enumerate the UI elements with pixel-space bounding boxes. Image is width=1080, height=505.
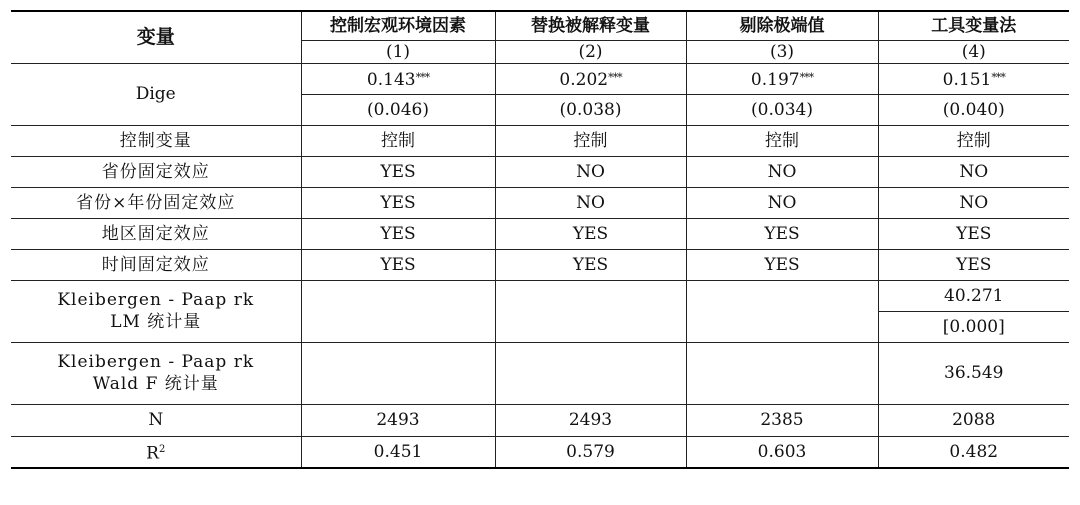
- cell: NO: [495, 156, 686, 187]
- cell: [686, 342, 878, 404]
- cell: [495, 280, 686, 342]
- cell: NO: [878, 156, 1069, 187]
- cell: NO: [686, 187, 878, 218]
- kp-wald-label: Kleibergen - Paap rk Wald F 统计量: [11, 342, 301, 404]
- dige-coef-2: 0.202***: [495, 63, 686, 94]
- cell: YES: [301, 187, 495, 218]
- n-label: N: [11, 404, 301, 436]
- regression-table: [11, 10, 1069, 469]
- cell: 0.451: [301, 436, 495, 468]
- n-row: [11, 404, 1069, 436]
- col-number-4: (4): [878, 40, 1069, 63]
- col-header-2: 替换被解释变量: [495, 11, 686, 40]
- dige-coef-1: 0.143***: [301, 63, 495, 94]
- r2-label: $R^2$: [11, 436, 301, 468]
- province-fe-row: [11, 156, 1069, 187]
- kp-lm-pvalue: [0.000]: [878, 311, 1069, 342]
- col-header-3: 剔除极端值: [686, 11, 878, 40]
- cell: [301, 280, 495, 342]
- region-fe-row: [11, 218, 1069, 249]
- row-label: 省份×年份固定效应: [11, 187, 301, 218]
- col-number-3: (3): [686, 40, 878, 63]
- cell: 2493: [495, 404, 686, 436]
- r2-row: [11, 436, 1069, 468]
- cell: 控制: [495, 125, 686, 156]
- row-label: 控制变量: [11, 125, 301, 156]
- cell: YES: [686, 249, 878, 280]
- cell: NO: [686, 156, 878, 187]
- cell: 0.482: [878, 436, 1069, 468]
- cell: [301, 342, 495, 404]
- dige-coef-3: 0.197***: [686, 63, 878, 94]
- cell: [686, 280, 878, 342]
- cell: 2493: [301, 404, 495, 436]
- variable-header: 变量: [11, 11, 301, 63]
- dige-se-1: (0.046): [301, 94, 495, 125]
- header-row: [11, 11, 1069, 40]
- province-year-fe-row: [11, 187, 1069, 218]
- cell: 0.603: [686, 436, 878, 468]
- dige-coef-4: 0.151***: [878, 63, 1069, 94]
- col-header-4: 工具变量法: [878, 11, 1069, 40]
- cell: 控制: [301, 125, 495, 156]
- cell: YES: [495, 249, 686, 280]
- cell: YES: [495, 218, 686, 249]
- significance-stars: ***: [415, 70, 430, 84]
- dige-label: Dige: [11, 63, 301, 125]
- cell: YES: [686, 218, 878, 249]
- row-label: 地区固定效应: [11, 218, 301, 249]
- col-header-1: 控制宏观环境因素: [301, 11, 495, 40]
- cell: 2385: [686, 404, 878, 436]
- cell: 控制: [878, 125, 1069, 156]
- col-number-2: (2): [495, 40, 686, 63]
- kp-wald-row: [11, 342, 1069, 404]
- cell: NO: [495, 187, 686, 218]
- control-variables-row: [11, 125, 1069, 156]
- row-label: 时间固定效应: [11, 249, 301, 280]
- cell: NO: [878, 187, 1069, 218]
- cell: YES: [301, 218, 495, 249]
- dige-coef-row: [11, 63, 1069, 94]
- cell: 2088: [878, 404, 1069, 436]
- cell: YES: [878, 249, 1069, 280]
- cell: 0.579: [495, 436, 686, 468]
- cell: YES: [878, 218, 1069, 249]
- cell: [495, 342, 686, 404]
- cell: 控制: [686, 125, 878, 156]
- significance-stars: ***: [608, 70, 622, 84]
- row-label: 省份固定效应: [11, 156, 301, 187]
- cell: YES: [301, 156, 495, 187]
- significance-stars: ***: [799, 70, 814, 84]
- cell: YES: [301, 249, 495, 280]
- significance-stars: ***: [991, 70, 1005, 84]
- kp-lm-label: Kleibergen - Paap rk LM 统计量: [11, 280, 301, 342]
- kp-lm-value: 40.271: [878, 280, 1069, 311]
- col-number-1: (1): [301, 40, 495, 63]
- time-fe-row: [11, 249, 1069, 280]
- kp-wald-value: 36.549: [878, 342, 1069, 404]
- dige-se-3: (0.034): [686, 94, 878, 125]
- dige-se-4: (0.040): [878, 94, 1069, 125]
- dige-se-2: (0.038): [495, 94, 686, 125]
- kp-lm-row: [11, 280, 1069, 311]
